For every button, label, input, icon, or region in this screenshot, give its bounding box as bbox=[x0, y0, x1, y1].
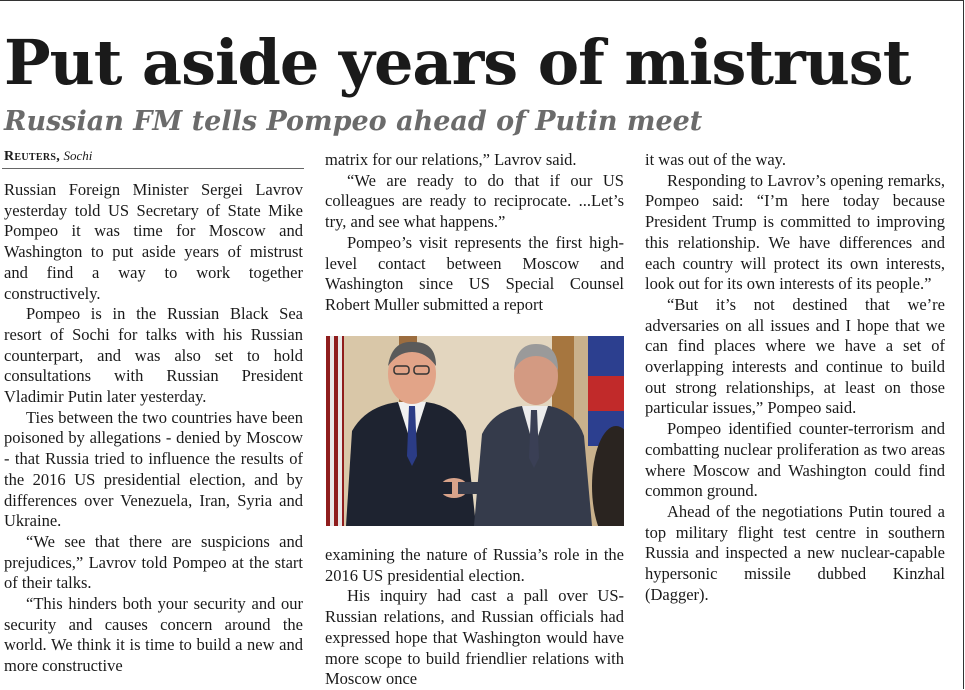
paragraph: His inquiry had cast a pall over US-Russian relations, and Russian officials had expressed hope that Washington would have more scope to build friendlier relations with Moscow once bbox=[325, 586, 624, 689]
paragraph: Russian Foreign Minister Sergei Lavrov yesterday told US Secretary of State Mike Pompeo it was time for Moscow and Washington to put aside years of mistrust and find a way to work together constructively. bbox=[4, 180, 303, 303]
byline-dateline: Sochi bbox=[63, 148, 93, 163]
paragraph: Ahead of the negotiations Putin toured a top military flight test centre in southern Russia and inspected a new nuclear-capable hypersonic missile dubbed Kinzhal (Dagger). bbox=[645, 501, 945, 604]
column-3 bbox=[645, 150, 945, 605]
paragraph: “We see that there are suspicions and prejudices,” Lavrov told Pompeo at the start of their talks. bbox=[4, 531, 303, 593]
column-2-bottom bbox=[325, 545, 624, 690]
byline-agency: Reuters, bbox=[4, 149, 61, 164]
paragraph: Pompeo is in the Russian Black Sea resort of Sochi for talks with his Russian counterpart, and was also set to hold consultations with Russian President Vladimir Putin later yesterday. bbox=[4, 304, 303, 407]
paragraph: Pompeo’s visit represents the first high-level contact between Moscow and Washington since US Special Counsel Robert Muller submitted a report bbox=[325, 232, 624, 314]
paragraph: Ties between the two countries have been poisoned by allegations - denied by Moscow - that Russia tried to influence the results of the 2016 US presidential election, and by differences over Venezuela, Iran, Syria and Ukraine. bbox=[4, 407, 303, 531]
subheadline: Russian FM tells Pompeo ahead of Putin meet bbox=[4, 106, 703, 137]
paragraph: examining the nature of Russia’s role in the 2016 US presidential election. bbox=[325, 545, 624, 585]
paragraph: it was out of the way. bbox=[645, 150, 786, 169]
paragraph: matrix for our relations,” Lavrov said. bbox=[325, 150, 577, 169]
headline: Put aside years of mistrust bbox=[4, 26, 911, 99]
paragraph: Pompeo identified counter-terrorism and combatting nuclear proliferation as two areas where Moscow and Washington could find common ground. bbox=[645, 419, 945, 501]
byline-rule bbox=[2, 168, 304, 169]
column-2-top bbox=[325, 150, 624, 316]
news-photo bbox=[326, 336, 624, 526]
photo-illustration bbox=[326, 336, 624, 526]
paragraph: “This hinders both your security and our security and causes concern around the world. We think it is time to build a new and more constructive bbox=[4, 594, 303, 676]
paragraph: “But it’s not destined that we’re adversaries on all issues and I hope that we can find places where we have a set of overlapping interests and continue to build out strong relationships, at least on those particular issues,” Pompeo said. bbox=[645, 294, 945, 418]
paragraph: Responding to Lavrov’s opening remarks, Pompeo said: “I’m here today because President Trump is committed to improving this relationship. We have differences and each country will protect its own interests, look out for its own interests of its people.” bbox=[645, 170, 945, 294]
column-1 bbox=[4, 180, 303, 677]
byline bbox=[4, 146, 304, 167]
paragraph: “We are ready to do that if our US colleagues are ready to reciprocate. ...Let’s try, and see what happens.” bbox=[325, 170, 624, 232]
